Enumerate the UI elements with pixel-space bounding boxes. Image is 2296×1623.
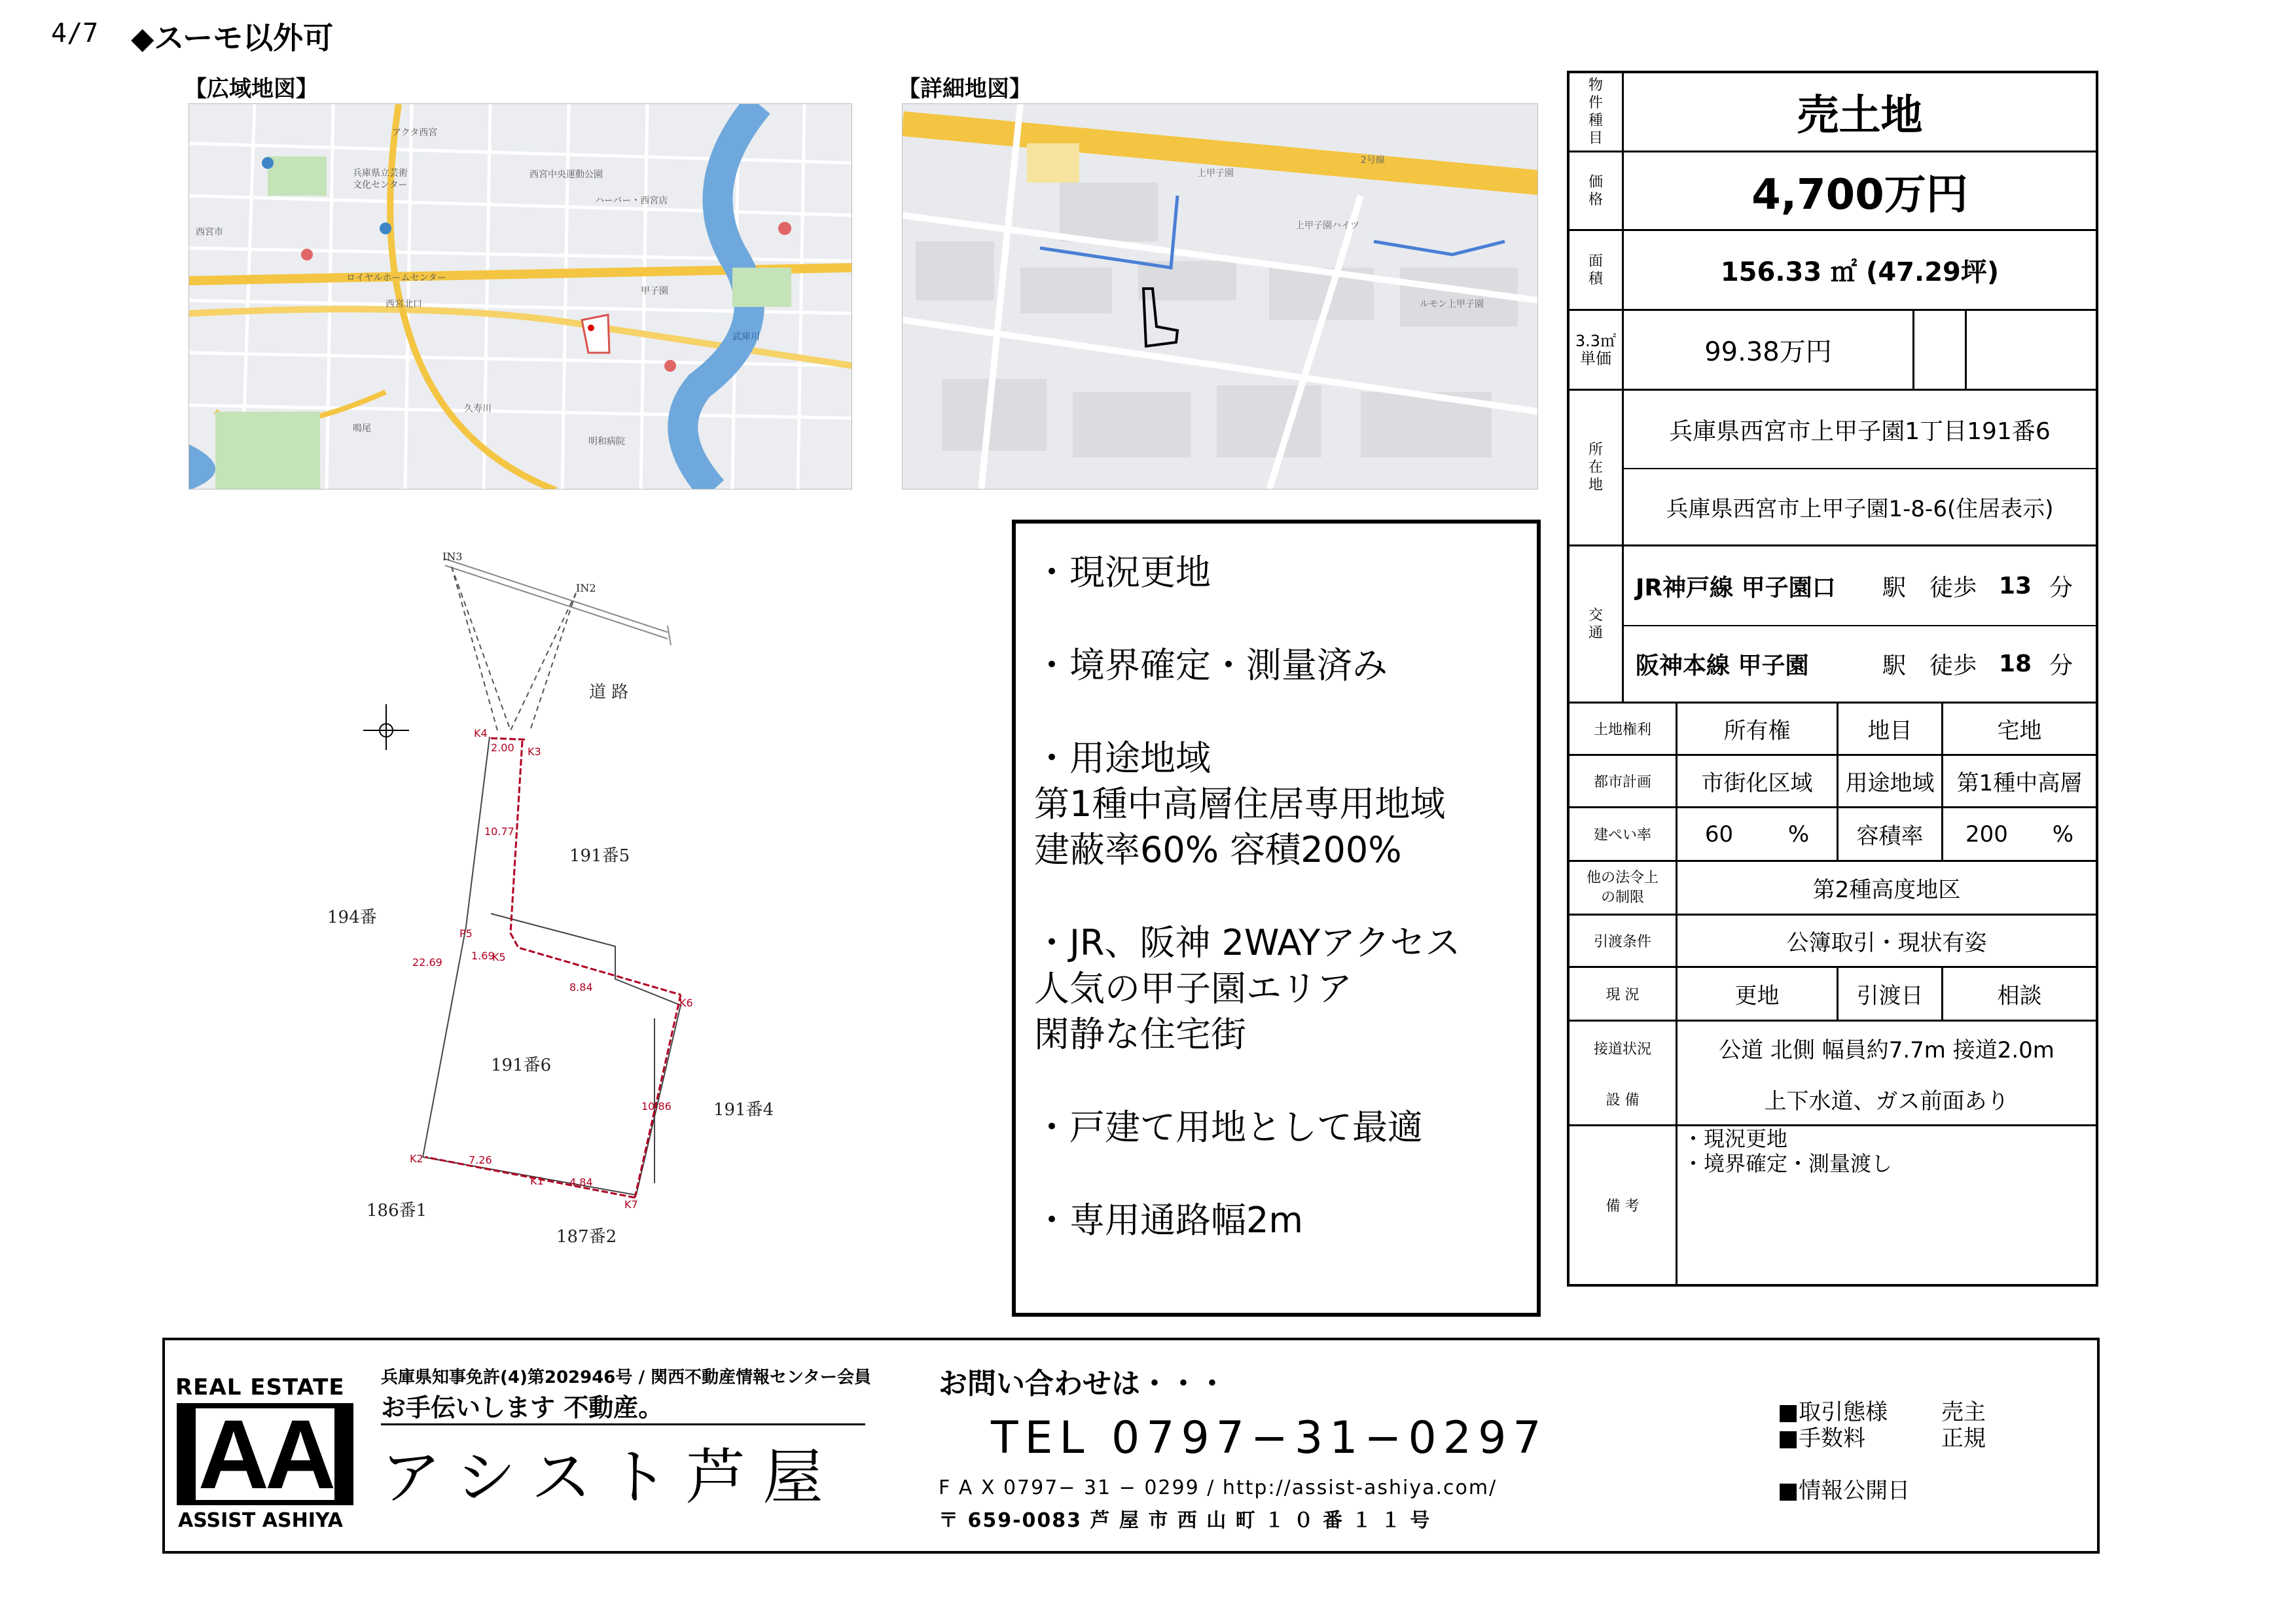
traffic-line-hanshin: 阪神本線 甲子園 (1636, 652, 1809, 679)
type-label: 物件種目 (1588, 77, 1603, 147)
detail-map-label: 【詳細地図】 (898, 76, 1031, 102)
feature-line: ・現況更地 (1034, 552, 1211, 593)
survey-label-1861: 186番1 (367, 1201, 427, 1221)
feature-box (1012, 520, 1541, 1317)
chimoku-label: 地目 (1867, 718, 1912, 744)
feature-line: 人気の甲子園エリア (1034, 968, 1352, 1009)
remarks-label: 備 考 (1605, 1198, 1640, 1215)
yoseki-label: 容積率 (1856, 823, 1924, 849)
north-arrow (363, 704, 409, 750)
other-law-label: 他の法令上の制限 (1587, 869, 1659, 906)
telephone: TEL 0797−31−0297 (991, 1412, 1548, 1464)
row-city-plan (1570, 754, 2096, 806)
deal-type-label: ■取引態様 (1778, 1399, 1888, 1425)
youto-label: 用途地域 (1845, 770, 1935, 796)
row-rights (1570, 702, 2096, 754)
tagline: お手伝いします 不動産。 (381, 1387, 865, 1425)
row-coverage (1570, 806, 2096, 860)
city-plan-label: 都市計画 (1593, 774, 1651, 791)
rights-label: 土地権利 (1593, 722, 1651, 738)
unit-price-label: 3.3㎡単価 (1575, 331, 1617, 368)
traffic-station: 駅 (1882, 574, 1906, 601)
location-address: 兵庫県西宮市上甲子園1丁目191番6 (1669, 418, 2051, 445)
svg-text:上甲子園ハイツ: 上甲子園ハイツ (1295, 221, 1359, 231)
row-type (1570, 73, 2096, 151)
dim-7-26: 7.26 (469, 1154, 492, 1166)
svg-text:西宮中央運動公園: 西宮中央運動公園 (529, 169, 603, 180)
yoseki-percent: % (2052, 821, 2074, 847)
row-remarks (1570, 1124, 2096, 1284)
license-text: 兵庫県知事免許(4)第202946号 / 関西不動産情報センター会員 (381, 1368, 871, 1387)
traffic-walk: 徒歩 (1929, 652, 1977, 679)
svg-text:久寿川: 久寿川 (464, 404, 492, 414)
road-label: 接道状況 (1593, 1041, 1651, 1058)
feature-line: ・用途地域 (1034, 738, 1211, 779)
survey-label-in2: IN2 (576, 582, 596, 594)
kenpei-percent: % (1787, 821, 1810, 847)
utility-value: 上下水道、ガス前面あり (1764, 1088, 2009, 1115)
delivery-date-value: 相談 (1997, 983, 2042, 1009)
page-number: 4/7 (51, 18, 99, 48)
dim-1-69: 1.69 (471, 950, 495, 962)
utility-label: 設 備 (1605, 1092, 1640, 1109)
svg-text:武庫川: 武庫川 (732, 332, 760, 342)
kenpei-label: 建ぺい率 (1593, 827, 1651, 844)
row-delivery-terms (1570, 914, 2096, 966)
kenpei-value: 60 (1704, 821, 1734, 847)
address: 〒 659-0083 芦 屋 市 西 山 町 １ ０ 番 １ １ 号 (939, 1509, 1431, 1532)
svg-text:上甲子園: 上甲子園 (1197, 168, 1234, 179)
traffic-minutes-jr: 13 (1998, 572, 2032, 599)
svg-text:兵庫県立芸術: 兵庫県立芸術 (353, 168, 408, 179)
point-k1: K1 (530, 1175, 544, 1187)
row-traffic (1570, 544, 2096, 702)
dim-k4-k3: 2.00 (491, 741, 514, 754)
delivery-date-label: 引渡日 (1856, 983, 1924, 1009)
delivery-terms-value: 公簿取引・現状有姿 (1786, 930, 1987, 956)
svg-text:アクタ西宮: アクタ西宮 (392, 128, 438, 138)
chimoku-value: 宅地 (1997, 718, 2042, 744)
dim-10-77: 10.77 (484, 825, 514, 838)
traffic-minutes-hanshin: 18 (1998, 651, 2032, 677)
traffic-station: 駅 (1882, 652, 1906, 679)
fee-label: ■手数料 (1778, 1425, 1866, 1452)
deal-type-value: 売主 (1941, 1399, 1986, 1425)
row-location (1570, 389, 2096, 544)
wide-map-label: 【広域地図】 (185, 76, 318, 102)
svg-text:2号線: 2号線 (1361, 155, 1385, 166)
survey-label-1872: 187番2 (556, 1227, 617, 1247)
point-k3: K3 (528, 745, 541, 758)
svg-text:ロイヤルホームセンター: ロイヤルホームセンター (346, 273, 446, 283)
agency-footer (162, 1338, 2100, 1554)
survey-label-194: 194番 (327, 908, 377, 927)
area-label: 面積 (1588, 253, 1603, 287)
feature-line: 第1種中高層住居専用地域 (1034, 783, 1446, 825)
road-value: 公道 北側 幅員約7.7m 接道2.0m (1719, 1037, 2054, 1063)
row-other-law (1570, 860, 2096, 914)
company-name: アシスト芦屋 (381, 1442, 840, 1512)
row-price (1570, 151, 2096, 229)
feature-line: ・戸建て用地として最適 (1034, 1107, 1423, 1148)
contact-heading: お問い合わせは・・・ (939, 1367, 1227, 1400)
point-k7: K7 (624, 1198, 638, 1211)
status-label: 現 況 (1605, 987, 1640, 1003)
point-k4: K4 (474, 727, 488, 740)
remarks-line: ・現況更地 (1683, 1126, 1788, 1151)
dim-22-69: 22.69 (412, 956, 442, 969)
remarks-line: ・境界確定・測量渡し (1683, 1151, 1893, 1176)
wide-map-graphic (189, 104, 852, 490)
dim-10-86: 10.86 (641, 1100, 672, 1113)
svg-text:鳴尾: 鳴尾 (353, 423, 371, 434)
svg-text:ハーバー・西宮店: ハーバー・西宮店 (595, 196, 668, 206)
survey-label-1916: 191番6 (491, 1056, 552, 1075)
publish-date-label: ■情報公開日 (1778, 1478, 1910, 1504)
company-logo (177, 1399, 353, 1509)
wide-area-map (188, 103, 852, 490)
detail-map (902, 103, 1538, 490)
detail-map-graphic (903, 104, 1538, 490)
svg-text:甲子園: 甲子園 (641, 286, 668, 296)
location-residential: 兵庫県西宮市上甲子園1-8-6(住居表示) (1666, 496, 2054, 522)
svg-text:文化センター: 文化センター (353, 180, 408, 190)
traffic-unit: 分 (2049, 574, 2073, 601)
traffic-line-jr: JR神戸線 甲子園口 (1636, 574, 1836, 601)
row-area (1570, 229, 2096, 309)
row-unit-price (1570, 309, 2096, 389)
svg-text:ルモン上甲子園: ルモン上甲子園 (1420, 299, 1484, 310)
point-k6: K6 (679, 997, 693, 1009)
logo-real-estate: REAL ESTATE (175, 1374, 345, 1400)
city-plan-value: 市街化区域 (1701, 770, 1813, 796)
price-label: 価格 (1588, 173, 1603, 208)
fee-value: 正規 (1941, 1425, 1986, 1452)
row-status (1570, 966, 2096, 1020)
feature-line: 閑静な住宅街 (1034, 1014, 1246, 1055)
delivery-terms-label: 引渡条件 (1593, 934, 1651, 950)
rights-value: 所有権 (1723, 718, 1791, 744)
traffic-label: 交通 (1588, 607, 1603, 641)
survey-label-1914: 191番4 (713, 1100, 774, 1120)
status-value: 更地 (1734, 983, 1780, 1009)
svg-text:西宮市: 西宮市 (196, 227, 223, 238)
logo-mark: AA (196, 1408, 335, 1500)
yoseki-value: 200 (1965, 821, 2008, 847)
feature-line: ・境界確定・測量済み (1034, 645, 1388, 686)
page-title: ◆スーモ以外可 (131, 20, 334, 56)
area-value: 156.33 ㎡ (47.29坪) (1720, 257, 2000, 287)
unit-price-value: 99.38万円 (1704, 337, 1832, 367)
dim-4-84: 4.84 (569, 1176, 593, 1188)
svg-text:明和病院: 明和病院 (588, 437, 625, 447)
dim-8-84: 8.84 (569, 981, 593, 993)
price-value: 4,700万円 (1751, 170, 1968, 219)
point-p5: P5 (459, 927, 473, 940)
logo-assist-ashiya: ASSIST ASHIYA (178, 1509, 343, 1532)
survey-label-1915: 191番5 (569, 846, 630, 866)
fax-and-url: F A X 0797− 31 − 0299 / http://assist-ashiya.com/ (939, 1476, 1498, 1499)
feature-line: ・専用通路幅2m (1034, 1200, 1303, 1241)
svg-text:西宮北口: 西宮北口 (386, 299, 422, 310)
traffic-unit: 分 (2049, 652, 2073, 679)
feature-line: ・JR、阪神 2WAYアクセス (1034, 922, 1461, 963)
survey-label-road: 道 路 (589, 683, 629, 702)
property-type: 売土地 (1797, 92, 1923, 140)
other-law-value: 第2種高度地区 (1812, 877, 1961, 903)
survey-label-in3: IN3 (442, 550, 463, 563)
youto-value: 第1種中高層 (1956, 770, 2083, 796)
point-k5: K5 (492, 951, 506, 963)
row-road (1570, 1020, 2096, 1124)
traffic-walk: 徒歩 (1929, 574, 1977, 601)
location-label: 所在地 (1588, 442, 1603, 493)
property-table (1567, 71, 2098, 1287)
feature-line: 建蔽率60% 容積200% (1034, 829, 1402, 870)
point-k2: K2 (410, 1152, 423, 1165)
survey-drawing (314, 547, 838, 1254)
